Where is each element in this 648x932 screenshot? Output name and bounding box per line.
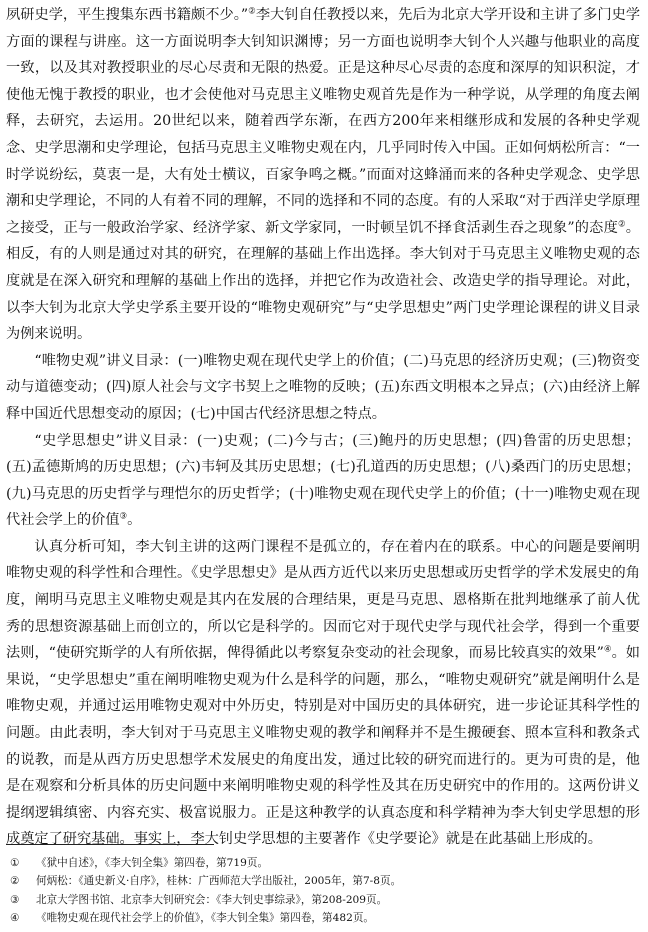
footnote-ref: ③ — [119, 511, 128, 522]
paragraph-text: 。 — [127, 512, 142, 529]
paragraph — [6, 348, 640, 428]
footnote-item — [10, 891, 640, 909]
footnote-number: ④ — [10, 912, 20, 925]
footnotes — [10, 854, 640, 928]
footnote-item — [10, 909, 640, 927]
paragraph-text: 认真分析可知，李大钊主讲的这两门课程不是孤立的，存在着内在的联系。中心的问题是要阐明唯物史观的科学性和合理性。《史学思想史》是从西方近代以来历史思想或历史哲学的学术发展史的角度，阐明马克思主义唯物史观是其内在发展的合理结果，更是马克思、恩格斯在批判地继承了前人优秀的思想资源基础上而创立的，所以它是科学的。因而它对于现代史学与现代社会学，得到一个重要法则，“使研究斯学的人有所依据，俾得循此以考察复杂变动的社会现象，而易比较真实的效果” — [6, 538, 640, 662]
footnote-number: ③ — [10, 893, 20, 906]
footnote-text: 何炳松：《通史新义·自序》，桂林：广西师范大学出版社，2005年，第7-8页。 — [36, 875, 402, 888]
paragraph — [6, 2, 640, 348]
paragraph — [6, 428, 640, 534]
paragraph-text: 。如果说，“史学思想史”重在阐明唯物史观为什么是科学的问题，那么，“唯物史观研究”就是阐明什么是唯物史观，并通过运用唯物史观对中外历史，特别是对中国历史的具体研究，进一步论证其科学性的问题。由此表明，李大钊对于马克思主义唯物史观的教学和阐释并不是生搬硬套、照本宣科和教条式的说教，而是从西方历史思想学术发展史的角度出发，通过比较的研究而进行的。更为可贵的是，他是在观察和分析具体的历史问题中来阐明唯物史观的科学性及其在历史研究中的作用的。这两份讲义提纲逻辑缜密、内容充实、极富说服力。正是这种教学的认真态度和科学精神为李大钊史学思想的形成奠定了研究基础。事实上，李大钊史学思想的主要著作《史学要论》就是在此基础上形成的。 — [6, 645, 640, 848]
paragraph-text: “唯物史观”讲义目录：(一)唯物史观在现代史学上的价值；(二)马克思的经济历史观；(三)物资变动与道德变动；(四)原人社会与文字书契上之唯物的反映；(五)东西文明根本之异点；(六)由经济上解释中国近代思想变动的原因；(七)中国古代经济思想之特点。 — [6, 352, 640, 422]
paragraph-text: 李大钊自任教授以来，先后为北京大学开设和主讲了多门史学方面的课程与讲座。这一方面说明李大钊知识渊博；另一方面也说明李大钊个人兴趣与他职业的高度一致，以及其对教授职业的尽心尽责和无限的热爱。正是这种尽心尽责的态度和深厚的知识积淀，才使他无愧于教授的职业，也才会使他对马克思主义唯物史观首先是作为一种学说，从学理的角度去阐释，去研究，去运用。20世纪以来，随着西学东渐，在西方200年来相继形成和发展的各种史学观念、史学思潮和史学理论，包括马克思主义唯物史观在内，几乎同时传入中国。正如何炳松所言：“一时学说纷纭，莫衷一是，大有处士横议，百家争鸣之概。”而面对这蜂涌而来的各种史学观念、史学思潮和史学理论，不同的人有着不同的理解，不同的选择和不同的态度。有的人采取“对于西洋史学原理之接受，正与一般政治学家、经济学家、新文学家同，一时顿呈饥不择食活剥生吞之现象”的态度 — [6, 7, 641, 236]
footnote-divider — [6, 844, 214, 845]
footnote-number: ② — [10, 875, 20, 888]
footnote-text: 《唯物史观在现代社会学上的价值》，《李大钊全集》第四卷，第482页。 — [36, 912, 375, 925]
paragraph — [6, 534, 640, 853]
footnote-text: 《狱中自述》，《李大钊全集》第四卷，第719页。 — [36, 857, 269, 869]
footnote-text: 北京大学图书馆、北京李大钊研究会：《李大钊史事综录》，第208-209页。 — [36, 893, 388, 906]
footnote-ref: ② — [617, 219, 626, 230]
paragraph-text: 。相反，有的人则是通过对其的研究，在理解的基础上作出选择。李大钊对于马克思主义唯物史观的态度就是在深入研究和理解的基础上作出的选择，并把它作为改造社会、改造史学的指导理论。对此，以李大钊为北京大学史学系主要开设的“唯物史观研究”与“史学思想史”两门史学理论课程的讲义目录为例来说明。 — [6, 219, 640, 343]
paragraph-text: 夙研史学，平生搜集东西书籍颇不少。” — [6, 7, 249, 23]
footnote-item — [10, 854, 640, 872]
paragraph-text: “史学思想史”讲义目录：(一)史观；(二)今与古；(三)鲍丹的历史思想；(四)鲁雷的历史思想；(五)孟德斯鸠的历史思想；(六)韦轲及其历史思想；(七)孔道西的历史思想；(八)桑西门的历史思想；(九)马克思的历史哲学与理恺尔的历史哲学；(十)唯物史观在现代史学上的价值；(十一)唯物史观在现代社会学上的价值 — [6, 432, 640, 529]
footnote-number: ① — [10, 857, 20, 869]
footnote-item — [10, 872, 640, 890]
main-text — [6, 2, 640, 853]
footnote-ref: ④ — [603, 644, 612, 655]
footnote-ref: ② — [248, 6, 256, 17]
